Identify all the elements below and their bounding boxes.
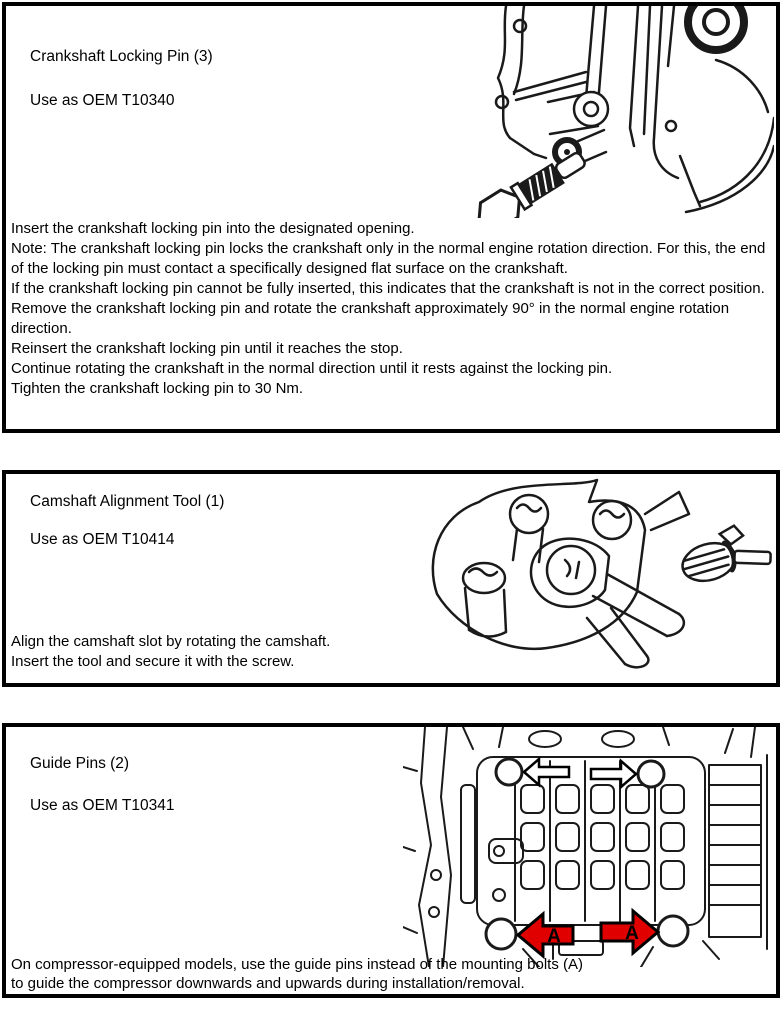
- mounting-bolt-hole-right: [658, 916, 688, 946]
- instruction-line: Note: The crankshaft locking pin locks the crankshaft only in the normal engine rotation direction. For this, the end of the locking pin must contact a specifically designed flat surface on the crankshaft.: [11, 240, 766, 277]
- panel-subtitle: Use as OEM T10340: [30, 92, 175, 109]
- instruction-line: Tighten the crankshaft locking pin to 30 Nm.: [11, 380, 304, 397]
- instruction-line: Reinsert the crankshaft locking pin until it reaches the stop.: [11, 340, 403, 357]
- panel-title: Camshaft Alignment Tool (1): [30, 493, 225, 510]
- guide-pin-hole-right: [638, 761, 664, 787]
- guide-pin-arrow-left-icon: [524, 759, 569, 785]
- panel-subtitle: Use as OEM T10341: [30, 797, 175, 814]
- compressor-line-art: [403, 727, 767, 967]
- compressor-guide-pins-illustration: [403, 727, 776, 967]
- instruction-line: Remove the crankshaft locking pin and rotate the crankshaft approximately 90° in the normal engine rotation direction.: [11, 300, 730, 337]
- instruction-line: Insert the crankshaft locking pin into the designated opening.: [11, 220, 415, 237]
- instruction-line: If the crankshaft locking pin cannot be fully inserted, this indicates that the crankshaft is not in the correct position.: [11, 280, 765, 297]
- crankshaft-locking-pin-tool: [470, 145, 590, 218]
- instructions-block: [11, 219, 772, 399]
- instruction-line: Insert the tool and secure it with the screw.: [11, 653, 295, 670]
- panel-crankshaft-locking-pin: [2, 2, 780, 433]
- engine-front-cover-locking-pin-illustration: [448, 6, 774, 218]
- instruction-line: Align the camshaft slot by rotating the camshaft.: [11, 633, 331, 650]
- panel-guide-pins: [2, 723, 780, 998]
- arrow-label-a-left: A: [547, 926, 561, 947]
- instruction-line: Continue rotating the crankshaft in the normal direction until it rests against the locking pin.: [11, 360, 613, 377]
- instructions-block: [11, 955, 772, 993]
- mounting-bolt-hole-left: [486, 919, 516, 949]
- panel-title: Guide Pins (2): [30, 755, 130, 772]
- instruction-line: On compressor-equipped models, use the guide pins instead of the mounting bolts (A): [11, 956, 583, 973]
- guide-pin-hole-left: [496, 759, 522, 785]
- panel-title: Crankshaft Locking Pin (3): [30, 48, 213, 65]
- arrow-label-a-right: A: [625, 923, 639, 944]
- mounting-bolt-arrow-left-icon: [518, 914, 573, 956]
- instructions-block: [11, 632, 772, 672]
- panel-camshaft-alignment-tool: [2, 470, 780, 687]
- loose-alignment-tool: [675, 518, 772, 588]
- panel-subtitle: Use as OEM T10414: [30, 531, 175, 548]
- guide-pin-arrow-right-icon: [591, 761, 636, 787]
- instruction-line: to guide the compressor downwards and upwards during installation/removal.: [11, 975, 525, 992]
